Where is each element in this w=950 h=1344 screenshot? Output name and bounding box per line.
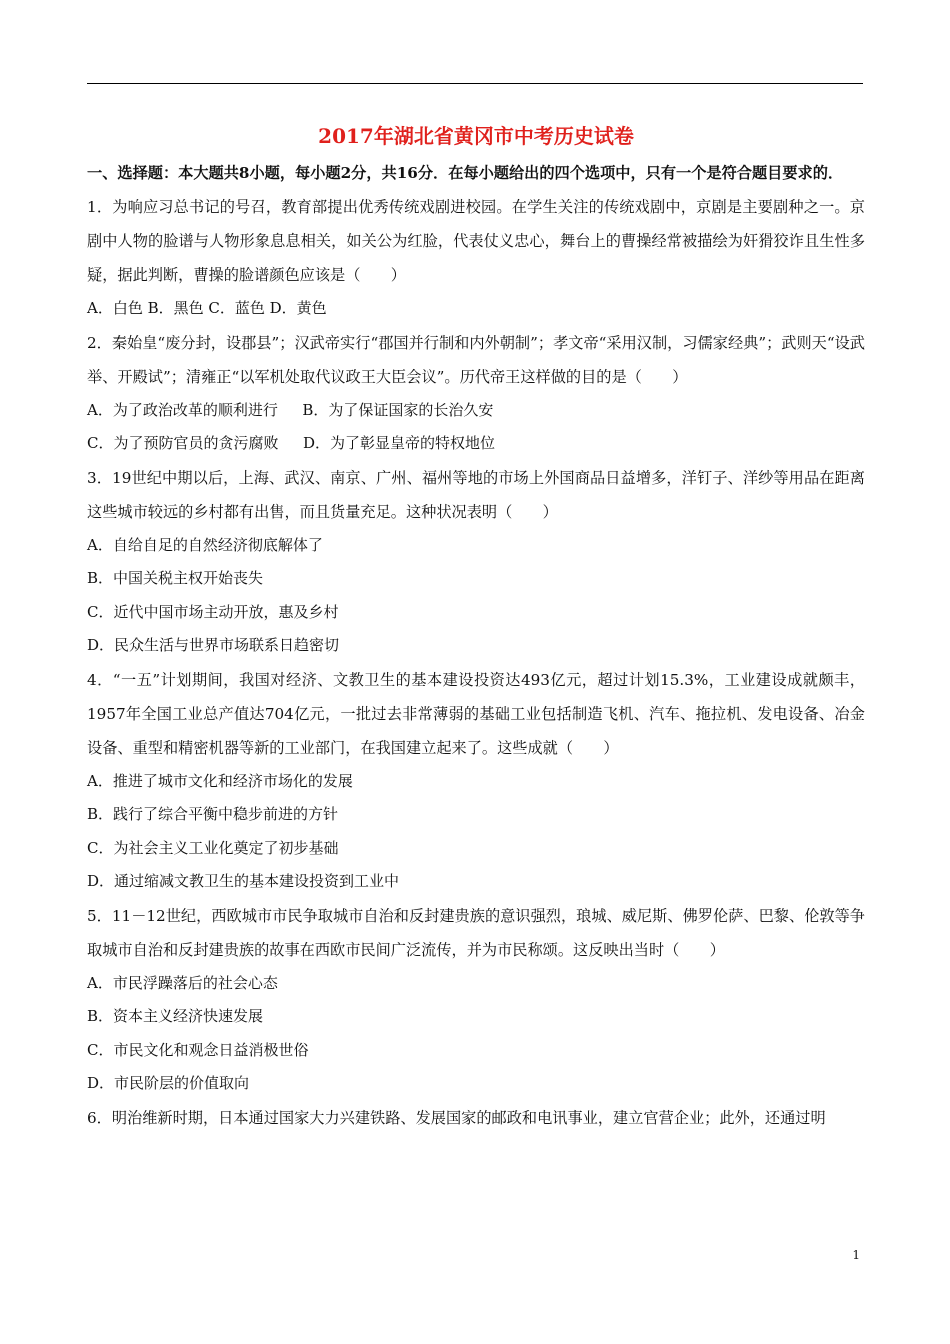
question-stem: 6．明治维新时期，日本通过国家大力兴建铁路、发展国家的邮政和电讯事业，建立官营企业；此外，还通过明 xyxy=(87,1108,826,1127)
option-line: C．为了预防官员的贪污腐败 D．为了彰显皇帝的特权地位 xyxy=(87,434,496,452)
question-stem: 4．“一五”计划期间，我国对经济、文教卫生的基本建设投资达493亿元，超过计划15.3%，工业建设成就颇丰，1957年全国工业总产值达704亿元，一批过去非常薄弱的基础工业包括制造飞机、汽车、拖拉机、发电设备、冶金设备、重型和精密机器等新的工业部门，在我国建立起来了。这些成就（ ） xyxy=(87,670,865,757)
option-c: C．为社会主义工业化奠定了初步基础 xyxy=(87,838,339,857)
option-b: B．中国关税主权开始丧失 xyxy=(87,569,264,587)
question-2 xyxy=(87,326,865,461)
question-stem: 1．为响应习总书记的号召，教育部提出优秀传统戏剧进校园。在学生关注的传统戏剧中，京剧是主要剧种之一。京剧中人物的脸谱与人物形象息息相关，如关公为红脸，代表仗义忠心，舞台上的曹操经常被描绘为奸猾狡诈且生性多疑，据此判断，曹操的脸谱颜色应该是（ ） xyxy=(87,198,865,284)
question-4 xyxy=(87,663,865,899)
document-body xyxy=(87,118,865,1135)
option-a: A．推进了城市文化和经济市场化的发展 xyxy=(87,771,353,790)
option-a: A．自给自足的自然经济彻底解体了 xyxy=(87,535,323,554)
question-3 xyxy=(87,461,865,663)
question-1 xyxy=(87,190,865,326)
question-5 xyxy=(87,899,865,1101)
question-stem: 2．秦始皇“废分封，设郡县”；汉武帝实行“郡国并行制和内外朝制”；孝文帝“采用汉制，习儒家经典”；武则天“设武举、开殿试”；清雍正“以军机处取代议政王大臣会议”。历代帝王这样做的目的是（ ） xyxy=(87,333,865,386)
question-6 xyxy=(87,1101,865,1135)
option-line: A．白色 B．黑色 C．蓝色 D．黄色 xyxy=(87,299,327,317)
section-heading: 一、选择题：本大题共8小题，每小题2分，共16分．在每小题给出的四个选项中，只有一个是符合题目要求的． xyxy=(87,164,844,182)
option-c: C．市民文化和观念日益消极世俗 xyxy=(87,1040,309,1059)
option-d: D．通过缩减文教卫生的基本建设投资到工业中 xyxy=(87,872,400,890)
question-stem: 3．19世纪中期以后，上海、武汉、南京、广州、福州等地的市场上外国商品日益增多，洋钉子、洋纱等用品在距离这些城市较远的乡村都有出售，而且货量充足。这种状况表明（ ） xyxy=(87,468,865,521)
page-number: 1 xyxy=(852,1248,860,1262)
option-b: B．践行了综合平衡中稳步前进的方针 xyxy=(87,805,339,823)
option-d: D．民众生活与世界市场联系日趋密切 xyxy=(87,636,340,654)
option-line: A．为了政治改革的顺利进行 B．为了保证国家的长治久安 xyxy=(87,400,494,419)
page-title: 2017年湖北省黄冈市中考历史试卷 xyxy=(318,124,634,148)
option-c: C．近代中国市场主动开放，惠及乡村 xyxy=(87,602,339,621)
option-d: D．市民阶层的价值取向 xyxy=(87,1074,250,1092)
option-b: B．资本主义经济快速发展 xyxy=(87,1007,264,1025)
header-rule xyxy=(87,83,863,84)
option-a: A．市民浮躁落后的社会心态 xyxy=(87,973,278,992)
question-stem: 5．11－12世纪，西欧城市市民争取城市自治和反封建贵族的意识强烈，琅城、威尼斯、佛罗伦萨、巴黎、伦敦等争取城市自治和反封建贵族的故事在西欧市民间广泛流传，并为市民称颂。这反映出当时（ ） xyxy=(87,906,865,959)
